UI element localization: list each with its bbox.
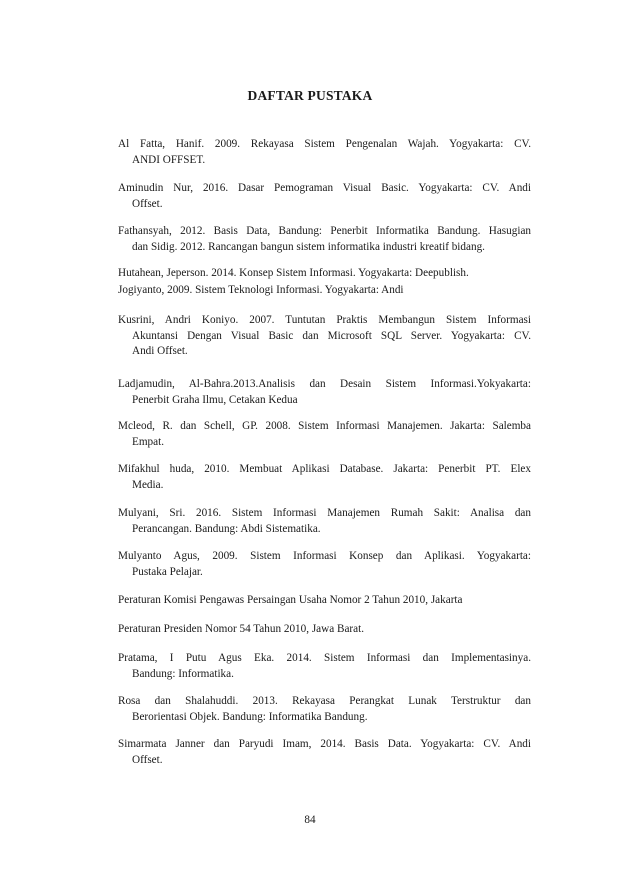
reference-entry — [118, 737, 531, 768]
reference-line: Mulyani, Sri. 2016. Sistem Informasi Manajemen Rumah Sakit: Analisa dan — [118, 507, 531, 519]
reference-line: Bandung: Informatika. — [132, 667, 234, 680]
reference-entry — [118, 622, 531, 638]
reference-line: Kusrini, Andri Koniyo. 2007. Tuntutan Praktis Membangun Sistem Informasi — [118, 314, 531, 326]
reference-entry — [118, 283, 531, 299]
reference-entry — [118, 506, 531, 537]
reference-line: Peraturan Komisi Pengawas Persaingan Usaha Nomor 2 Tahun 2010, Jakarta — [118, 594, 463, 606]
reference-line: Mifakhul huda, 2010. Membuat Aplikasi Database. Jakarta: Penerbit PT. Elex — [118, 463, 531, 475]
reference-entry — [118, 549, 531, 580]
reference-entry — [118, 419, 531, 450]
page-title: DAFTAR PUSTAKA — [247, 88, 373, 103]
reference-line: Penerbit Graha Ilmu, Cetakan Kedua — [132, 393, 298, 406]
reference-entry — [118, 137, 531, 168]
reference-entry — [118, 224, 531, 255]
reference-line: Rosa dan Shalahuddi. 2013. Rekayasa Perangkat Lunak Terstruktur dan — [118, 695, 531, 707]
reference-line: Hutahean, Jeperson. 2014. Konsep Sistem Informasi. Yogyakarta: Deepublish. — [118, 267, 469, 279]
reference-line: Akuntansi Dengan Visual Basic dan Microsoft SQL Server. Yogyakarta: CV. — [132, 329, 531, 342]
reference-line: Perancangan. Bandung: Abdi Sistematika. — [132, 522, 321, 535]
reference-entry — [118, 651, 531, 682]
reference-line: Offset. — [132, 753, 163, 766]
reference-entry — [118, 593, 531, 609]
reference-entry — [118, 313, 531, 360]
reference-line: Mcleod, R. dan Schell, GP. 2008. Sistem Informasi Manajemen. Jakarta: Salemba — [118, 420, 531, 432]
reference-line: Andi Offset. — [132, 345, 188, 357]
reference-line: Simarmata Janner dan Paryudi Imam, 2014. Basis Data. Yogyakarta: CV. Andi — [118, 738, 531, 750]
reference-entry — [118, 462, 531, 493]
page-number: 84 — [304, 814, 316, 826]
reference-line: ANDI OFFSET. — [132, 153, 206, 166]
reference-entry — [118, 694, 531, 725]
reference-entry — [118, 266, 531, 282]
reference-line: Offset. — [132, 197, 163, 210]
reference-line: Ladjamudin, Al-Bahra.2013.Analisis dan Desain Sistem Informasi.Yokyakarta: — [118, 378, 531, 390]
reference-line: Media. — [132, 478, 164, 491]
reference-line: Al Fatta, Hanif. 2009. Rekayasa Sistem Pengenalan Wajah. Yogyakarta: CV. — [118, 138, 531, 150]
reference-line: Pustaka Pelajar. — [132, 565, 203, 578]
reference-line: Jogiyanto, 2009. Sistem Teknologi Informasi. Yogyakarta: Andi — [118, 284, 404, 296]
reference-line: Pratama, I Putu Agus Eka. 2014. Sistem Informasi dan Implementasinya. — [118, 652, 531, 664]
reference-line: Mulyanto Agus, 2009. Sistem Informasi Konsep dan Aplikasi. Yogyakarta: — [118, 550, 531, 562]
reference-line: Empat. — [132, 435, 165, 448]
reference-entry — [118, 377, 531, 408]
reference-line: dan Sidig. 2012. Rancangan bangun sistem informatika industri kreatif bidang. — [132, 240, 485, 253]
reference-line: Fathansyah, 2012. Basis Data, Bandung: Penerbit Informatika Bandung. Hasugian — [118, 225, 531, 237]
reference-line: Berorientasi Objek. Bandung: Informatika Bandung. — [132, 710, 368, 723]
reference-line: Aminudin Nur, 2016. Dasar Pemograman Visual Basic. Yogyakarta: CV. Andi — [118, 182, 531, 194]
reference-line: Peraturan Presiden Nomor 54 Tahun 2010, Jawa Barat. — [118, 623, 365, 635]
reference-entry — [118, 181, 531, 212]
